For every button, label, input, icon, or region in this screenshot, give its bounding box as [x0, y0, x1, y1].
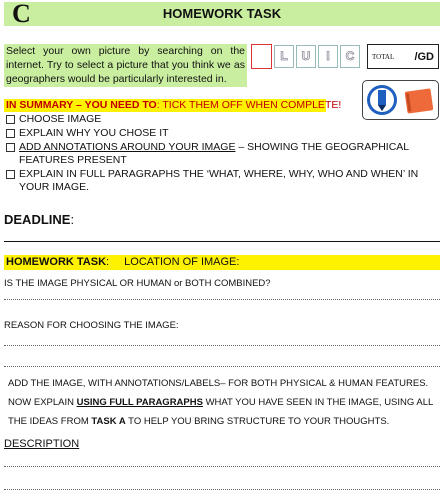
summary-heading-bold: IN SUMMARY – YOU NEED TO [6, 99, 157, 111]
checklist-item-underlined: ADD ANNOTATIONS AROUND YOUR IMAGE [19, 141, 236, 153]
checklist-item-label [19, 141, 440, 167]
pencil-icon [366, 84, 398, 116]
description-heading: DESCRIPTION [4, 438, 80, 450]
summary-heading-rest: : TICK THEM OFF WHEN COMPLETE! [156, 99, 342, 111]
deadline-divider [4, 241, 440, 242]
summary-heading [4, 99, 342, 112]
checklist [4, 113, 440, 195]
instruction-line-3-end: TO HELP YOU BRING STRUCTURE TO YOUR THOUGHTS. [125, 416, 390, 427]
total-label: TOTAL [372, 52, 395, 61]
instruction-line-3 [8, 416, 440, 428]
checklist-item-label: CHOOSE IMAGE [19, 113, 102, 125]
instruction-line-2-end: WHAT YOU HAVE SEEN IN THE IMAGE, USING ALL [202, 397, 434, 408]
luic-red-box [251, 44, 272, 69]
checkbox[interactable] [6, 129, 15, 138]
luic-letter-i: I [318, 45, 338, 68]
total-score-box [367, 44, 439, 69]
total-value: /GD [414, 50, 434, 63]
checkbox[interactable] [6, 143, 15, 152]
location-label: LOCATION OF IMAGE: [124, 256, 240, 268]
luic-letter-c: C [340, 45, 360, 68]
instruction-line-1: ADD THE IMAGE, WITH ANNOTATIONS/LABELS– FOR BOTH PHYSICAL & HUMAN FEATURES. [8, 378, 429, 389]
checklist-item [4, 127, 440, 140]
answer-line[interactable] [4, 466, 440, 467]
luic-letter-l: L [274, 45, 294, 68]
answer-line[interactable] [4, 299, 440, 300]
checklist-item-label: EXPLAIN IN FULL PARAGRAPHS THE ‘WHAT, WHERE, WHY, WHO AND WHEN’ IN YOUR IMAGE. [19, 168, 419, 193]
luic-letter-u: U [296, 45, 316, 68]
instruction-line-2-start: NOW EXPLAIN [8, 397, 77, 408]
task-letter: C [12, 0, 31, 28]
instruction-line-2-underlined: USING FULL PARAGRAPHS [76, 397, 203, 408]
checklist-item [4, 141, 440, 167]
question-physical-human: IS THE IMAGE PHYSICAL OR HUMAN or BOTH COMBINED? [4, 278, 271, 289]
homework-task-bar [4, 255, 440, 270]
checklist-item-label: EXPLAIN WHY YOU CHOSE IT [19, 127, 169, 139]
checklist-item-rest: – SHOWING THE GEOGRAPHICAL FEATURES PRESENT [19, 141, 409, 166]
instruction-line-3-bold: TASK A [91, 416, 126, 427]
instruction-line-3-start: THE IDEAS FROM [8, 416, 92, 427]
deadline-label [4, 212, 74, 227]
answer-line[interactable] [4, 366, 440, 367]
deadline-colon: : [70, 212, 75, 227]
intro-text: Select your own picture by searching on the internet. Try to select a picture that you think we as geographers would be particularly interested in. [6, 45, 245, 85]
homework-task-colon: : [106, 256, 110, 268]
checkbox[interactable] [6, 170, 15, 179]
header-banner [4, 2, 440, 26]
checklist-item [4, 113, 440, 126]
checklist-item [4, 168, 440, 194]
question-reason: REASON FOR CHOOSING THE IMAGE: [4, 320, 179, 331]
homework-task-label: HOMEWORK TASK [6, 256, 107, 268]
deadline-text: DEADLINE [4, 212, 71, 227]
instruction-line-2 [8, 397, 440, 409]
page-title: HOMEWORK TASK [162, 6, 282, 21]
notebook-icon [403, 85, 435, 115]
answer-line[interactable] [4, 489, 440, 490]
checkbox[interactable] [6, 115, 15, 124]
answer-line[interactable] [4, 345, 440, 346]
luic-boxes [251, 43, 363, 69]
